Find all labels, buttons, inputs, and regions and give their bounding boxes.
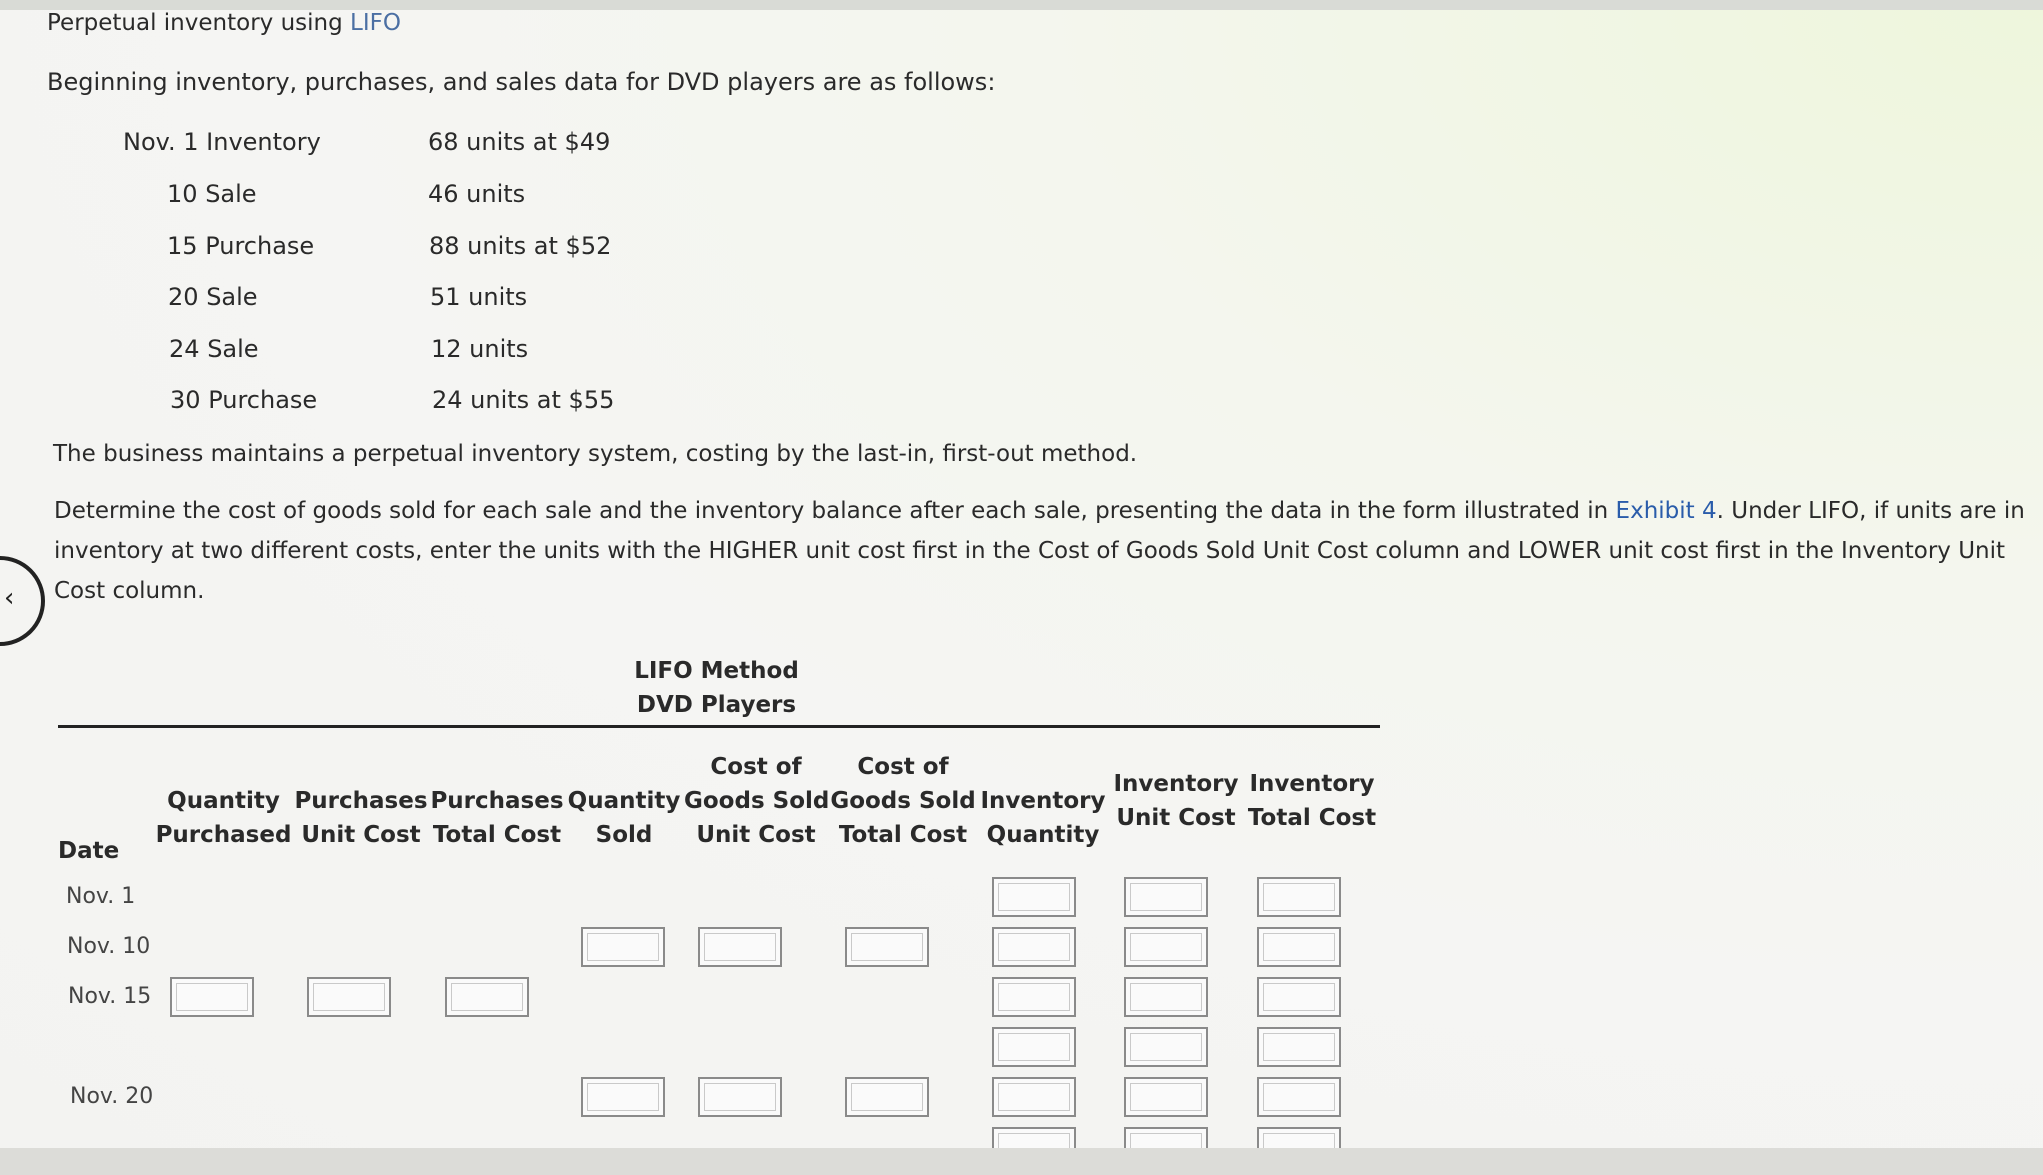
inv-unit-cost-input[interactable]	[1124, 1027, 1208, 1067]
inv-total-cost-input[interactable]	[1257, 927, 1341, 967]
qty-purchased-input[interactable]	[170, 977, 254, 1017]
row-label-nov-10: Nov. 10	[67, 934, 151, 959]
intro-text: Beginning inventory, purchases, and sales data for DVD players are as follows:	[47, 68, 996, 96]
cogs-unit-cost-input[interactable]	[698, 1077, 782, 1117]
txn-date-4: 20 Sale	[168, 283, 258, 311]
inv-total-cost-input[interactable]	[1257, 877, 1341, 917]
col-inv-unit-cost: Inventory Unit Cost	[1113, 771, 1239, 831]
table-title: LIFO Method	[634, 658, 799, 684]
purch-unit-cost-input[interactable]	[307, 977, 391, 1017]
inv-total-cost-input[interactable]	[1257, 977, 1341, 1017]
txn-detail-2: 46 units	[428, 180, 526, 208]
col-qty-sold: Quantity Sold	[567, 788, 681, 848]
cogs-total-cost-input[interactable]	[845, 1077, 929, 1117]
inv-total-cost-input[interactable]	[1257, 1077, 1341, 1117]
inv-unit-cost-input[interactable]	[1124, 927, 1208, 967]
inv-qty-input[interactable]	[992, 877, 1076, 917]
method-paragraph: The business maintains a perpetual inventory system, costing by the last-in, first-out method.	[53, 441, 1138, 467]
col-cogs-total-cost: Cost of Goods Sold Total Cost	[830, 754, 976, 848]
col-purch-unit-cost: Purchases Unit Cost	[294, 788, 428, 848]
table-subtitle: DVD Players	[636, 692, 797, 718]
txn-detail-1: 68 units at $49	[428, 128, 611, 156]
txn-date-3: 15 Purchase	[167, 232, 315, 260]
inv-unit-cost-input[interactable]	[1124, 977, 1208, 1017]
cogs-unit-cost-input[interactable]	[698, 927, 782, 967]
col-qty-purchased: Quantity Purchased	[155, 788, 292, 848]
row-label-nov-15: Nov. 15	[68, 984, 152, 1009]
txn-detail-6: 24 units at $55	[432, 386, 615, 414]
chevron-left-icon[interactable]: ‹	[4, 583, 15, 613]
txn-date-2: 10 Sale	[167, 180, 257, 208]
inv-unit-cost-input[interactable]	[1124, 877, 1208, 917]
exhibit-4-link[interactable]: Exhibit 4	[1615, 498, 1717, 524]
txn-detail-4: 51 units	[430, 283, 528, 311]
instructions-paragraph: Determine the cost of goods sold for each sale and the inventory balance after each sale, presenting the data in the form illustrated in Exhibit 4. Under LIFO, if units are in inventory at two different costs, enter the units with the HIGHER unit cost first in the Cost of Goods Sold Unit Cost column and LOWER unit cost first in the Inventory Unit Cost column.	[54, 498, 2025, 604]
inv-unit-cost-input[interactable]	[1124, 1077, 1208, 1117]
row-label-nov-20: Nov. 20	[70, 1084, 154, 1109]
row-label-nov-1: Nov. 1	[66, 884, 136, 909]
col-cogs-unit-cost: Cost of Goods Sold Unit Cost	[684, 754, 830, 848]
inv-qty-input[interactable]	[992, 1027, 1076, 1067]
txn-date-1: Nov. 1 Inventory	[123, 128, 321, 156]
txn-detail-3: 88 units at $52	[429, 232, 612, 260]
qty-sold-input[interactable]	[581, 927, 665, 967]
inv-total-cost-input[interactable]	[1257, 1027, 1341, 1067]
cogs-total-cost-input[interactable]	[845, 927, 929, 967]
page-title: Perpetual inventory using LIFO	[47, 10, 401, 36]
inv-qty-input[interactable]	[992, 977, 1076, 1017]
col-inv-qty: Inventory Quantity	[980, 788, 1106, 848]
col-purch-total-cost: Purchases Total Cost	[430, 788, 564, 848]
txn-detail-5: 12 units	[431, 335, 529, 363]
purch-total-cost-input[interactable]	[445, 977, 529, 1017]
inv-qty-input[interactable]	[992, 1077, 1076, 1117]
col-date: Date	[58, 838, 120, 864]
table-header-rule	[58, 725, 1380, 728]
txn-date-5: 24 Sale	[169, 335, 259, 363]
top-bezel	[0, 0, 2043, 10]
inv-qty-input[interactable]	[992, 927, 1076, 967]
col-inv-total-cost: Inventory Total Cost	[1247, 771, 1377, 831]
txn-date-6: 30 Purchase	[170, 386, 318, 414]
bottom-bezel	[0, 1148, 2043, 1175]
qty-sold-input[interactable]	[581, 1077, 665, 1117]
